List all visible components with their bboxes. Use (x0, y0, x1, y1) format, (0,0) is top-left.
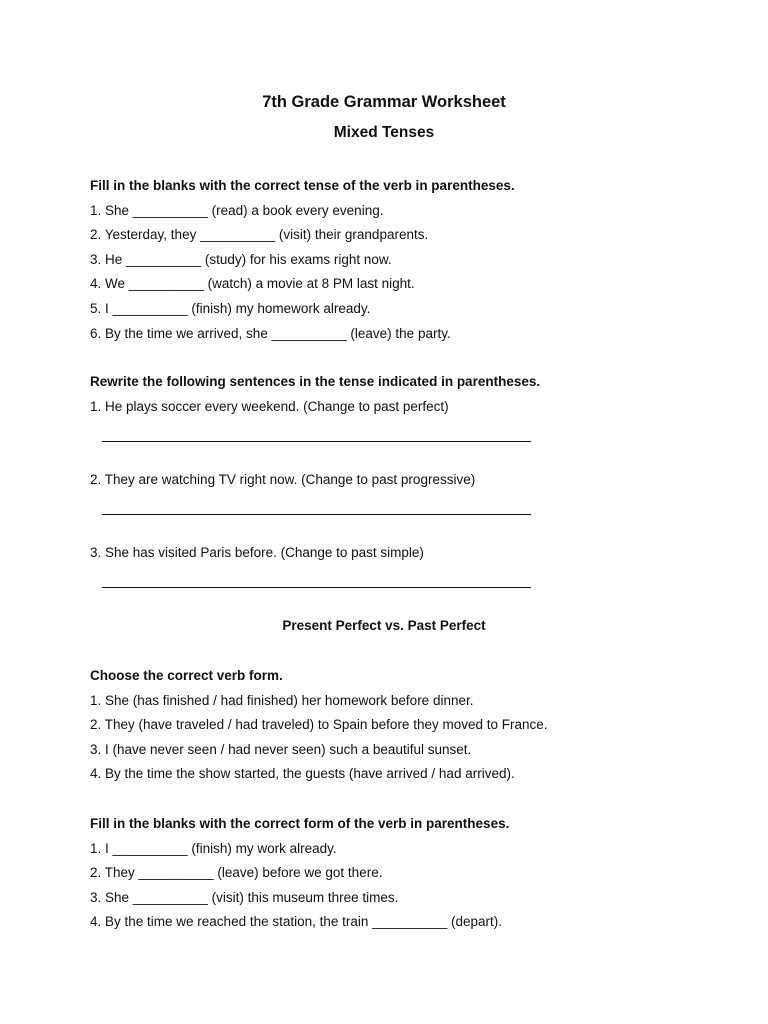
question-item: 3. She __________ (visit) this museum three times. (90, 889, 399, 905)
question-item: 3. I (have never seen / had never seen) such a beautiful sunset. (90, 741, 472, 757)
worksheet-subtitle: Mixed Tenses (333, 124, 435, 141)
worksheet-title: 7th Grade Grammar Worksheet (262, 93, 506, 111)
answer-line[interactable] (102, 492, 531, 515)
question-item: 6. By the time we arrived, she __________ (leave) the party. (90, 325, 451, 341)
section-rewrite (90, 370, 710, 614)
rewrite-item (90, 541, 710, 614)
answer-line[interactable] (102, 565, 531, 588)
question-item: 1. She __________ (read) a book every evening. (90, 202, 384, 218)
question-item: 3. He __________ (study) for his exams right now. (90, 251, 392, 267)
section-heading: Fill in the blanks with the correct form of the verb in parentheses. (90, 816, 510, 831)
section-fill-in-blanks-1 (90, 174, 710, 346)
question-item: 4. By the time we reached the station, the train __________ (depart). (90, 914, 503, 930)
question-item: 1. I __________ (finish) my work already. (90, 840, 337, 856)
rewrite-question: 1. He plays soccer every weekend. (Change to past perfect) (90, 398, 449, 414)
section-choose-verb-form (90, 664, 710, 787)
section-heading: Rewrite the following sentences in the tense indicated in parentheses. (90, 374, 541, 389)
question-item: 2. They (have traveled / had traveled) to Spain before they moved to France. (90, 717, 548, 733)
section-title-present-vs-past-perfect: Present Perfect vs. Past Perfect (282, 618, 486, 633)
section-fill-in-blanks-2 (90, 812, 710, 935)
question-item: 2. Yesterday, they __________ (visit) their grandparents. (90, 227, 429, 243)
question-item: 5. I __________ (finish) my homework already. (90, 300, 371, 316)
question-item: 4. We __________ (watch) a movie at 8 PM last night. (90, 276, 415, 292)
section-heading: Choose the correct verb form. (90, 668, 283, 683)
rewrite-item (90, 395, 710, 468)
question-item: 2. They __________ (leave) before we got there. (90, 865, 383, 881)
rewrite-item (90, 468, 710, 541)
question-item: 4. By the time the show started, the guests (have arrived / had arrived). (90, 766, 515, 782)
section-heading: Fill in the blanks with the correct tense of the verb in parentheses. (90, 178, 515, 193)
answer-line[interactable] (102, 419, 531, 442)
question-item: 1. She (has finished / had finished) her homework before dinner. (90, 692, 474, 708)
rewrite-question: 2. They are watching TV right now. (Change to past progressive) (90, 471, 476, 487)
rewrite-question: 3. She has visited Paris before. (Change to past simple) (90, 544, 424, 560)
